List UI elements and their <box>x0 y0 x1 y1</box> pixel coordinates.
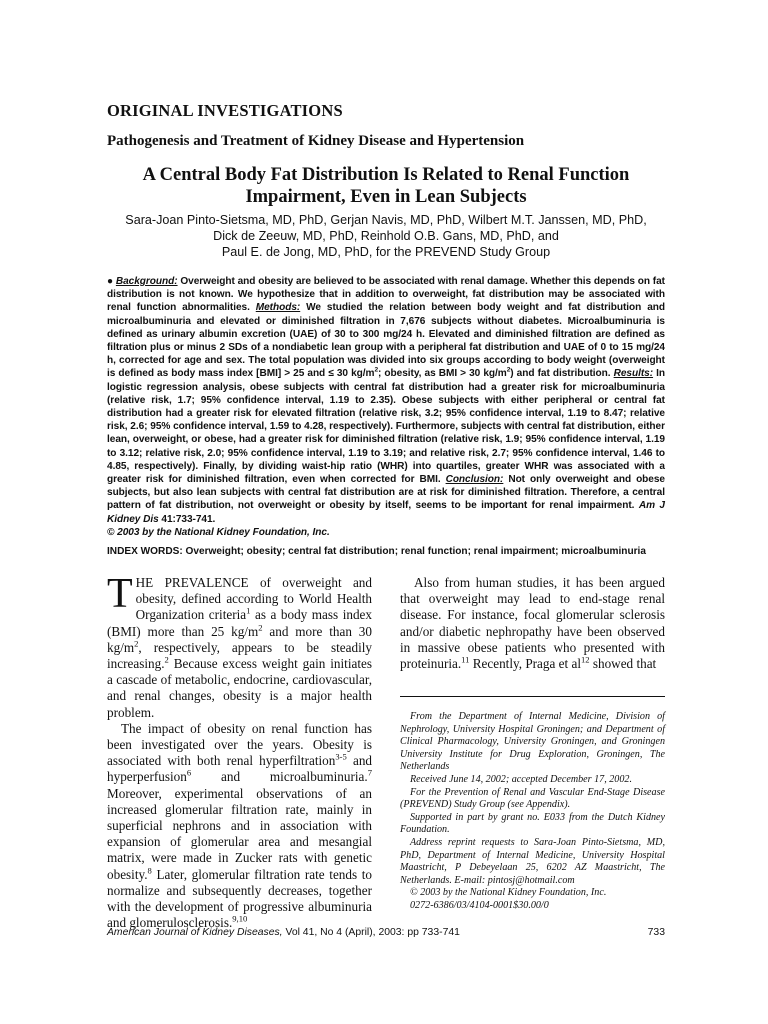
abstract-citation-ref: 41:733-741. <box>158 513 216 525</box>
reference-superscript: 8 <box>147 865 152 876</box>
body-text: showed that <box>589 656 657 672</box>
author-line: Sara-Joan Pinto-Sietsma, MD, PhD, Gerjan Navis, MD, PhD, Wilbert M.T. Janssen, MD, PhD, <box>125 213 647 227</box>
reference-superscript: 3-5 <box>335 751 347 762</box>
abstract-conclusion-label: Conclusion: <box>445 474 504 486</box>
article-title: A Central Body Fat Distribution Is Related to Renal Function Impairment, Even in Lean Subjects <box>142 165 630 207</box>
body-text: The impact of obesity on renal function has been investigated over the years. Obesity is associated with both renal hyperfiltration <box>107 720 372 769</box>
reference-superscript: 9,10 <box>232 913 248 924</box>
reference-superscript: 7 <box>367 768 372 779</box>
abstract-copyright: © 2003 by the National Kidney Foundation, Inc. <box>107 526 330 538</box>
section-heading: ORIGINAL INVESTIGATIONS <box>107 101 343 120</box>
abstract-citation-journal: Am J Kidney Dis <box>107 500 665 525</box>
footnote-reprint-address: Address reprint requests to Sara-Joan Pinto-Sietsma, MD, PhD, Department of Internal Medicine, University Hospital Maastricht, P Debeyelaan 25, 6202 AZ Maastricht, The Netherlands. E-mail: pintosj@hotmail.com <box>400 836 665 886</box>
body-text: Also from human studies, it has been argued that overweight may lead to end-stage renal disease. For instance, focal glomerular sclerosis and/or diabetic nephropathy have been observed in massive obese patients who presented with proteinuria. <box>400 575 665 672</box>
body-text: Later, glomerular filtration rate tends to normalize and subsequently decreases, together with the development of progressive albuminuria and glomerulosclerosis. <box>107 866 372 931</box>
superscript: 2 <box>258 622 263 633</box>
footnotes <box>400 696 665 913</box>
abstract-methods-label: Methods: <box>255 302 301 314</box>
abstract-methods-text: We studied the relation between body weight and fat distribution and microalbuminuria and elevated or diminished filtration in 7,676 subjects without diabetes. Microalbuminuria is defined as urinary albumin excretion (UAE) of 30 to 300 mg/24 h. Elevated and diminished filtration are defined as filtration plus or minus 2 SDs of a nondiabetic lean group with a peripheral fat distribution and UAE of 0 to 15 mg/24 h, corrected for age and sex. The total population was divided into six groups according to body weight (overweight is defined as body mass index [BMI] > 25 and ≤ 30 kg/m <box>107 302 665 380</box>
abstract-methods-text: ; obesity, as BMI > 30 kg/m <box>378 368 507 380</box>
page-footer <box>107 927 665 938</box>
body-text: Moreover, experimental observations of an increased glomerular filtration rate, mainly in superficial nephrons and in association with expansion of glomerular area and mesangial matrix, were made in Zucker rats with genetic obesity. <box>107 785 372 882</box>
footnote-code: 0272-6386/03/4104-0001$30.00/0 <box>410 899 549 911</box>
body-text: and more than 30 kg/m <box>107 623 372 655</box>
footer-issue: Vol 41, No 4 (April), 2003: pp 733-741 <box>282 927 460 938</box>
body-text: Recently, Praga et al <box>469 656 581 672</box>
abstract <box>107 275 665 539</box>
reference-superscript: 6 <box>186 768 192 779</box>
abstract-results-label: Results: <box>613 368 654 380</box>
abstract-methods-text: ) and fat distribution. <box>510 368 614 380</box>
reference-superscript: 1 <box>246 606 251 617</box>
body-text: Because excess weight gain initiates a cascade of metabolic, endocrine, cardiovascular, and renal changes, obesity is a major health problem. <box>107 656 372 720</box>
reference-superscript: 12 <box>580 654 590 665</box>
abstract-bullet: ● <box>107 276 114 287</box>
body-paragraph <box>400 575 665 672</box>
abstract-conclusion-text: Not only overweight and obese subjects, but also lean subjects with central fat distribution are at risk for diminished filtration. Therefore, a central pattern of fat distribution, not overweight or obesity by itself, seems to be important for renal impairment. <box>107 474 665 512</box>
index-words: INDEX WORDS: Overweight; obesity; central fat distribution; renal function; renal impairment; microalbuminuria <box>107 546 646 557</box>
reference-superscript: 11 <box>461 654 470 665</box>
body-column-left <box>107 571 373 931</box>
footer-journal: American Journal of Kidney Diseases, <box>107 927 283 938</box>
page-number: 733 <box>647 927 665 938</box>
footnote-support: Supported in part by grant no. E033 from the Dutch Kidney Foundation. <box>400 811 665 836</box>
footnote-copyright: © 2003 by the National Kidney Foundation, Inc. <box>410 887 607 899</box>
author-list <box>107 212 665 260</box>
footnote-affiliation: From the Department of Internal Medicine, Division of Nephrology, University Hospital Groningen; and Department of Clinical Pharmacology, University Groningen, and Groningen University Institute for Drug Exploration, Groningen, The Netherlands <box>400 711 665 773</box>
abstract-results-text: In logistic regression analysis, obese subjects with central fat distribution had a greater risk for microalbuminuria (relative risk, 1.7; 95% confidence interval, 1.19 to 2.35). Obese subjects with either peripheral or central fat distribution had a greater risk for elevated filtration (relative risk, 3.2; 95% confidence interval, 1.19 to 8.47; relative risk, 2.6; 95% confidence interval, 1.59 to 4.28, respectively). Furthermore, subjects with central fat distribution, either lean, overweight, or obese, had a greater risk for diminished filtration (relative risk, 1.9; 95% confidence interval, 1.19 to 3.12; relative risk, 2.0; 95% confidence interval, 1.19 to 3.19; and relative risk, 2.7; 95% confidence interval, 1.46 to 4.85, respectively). Finally, by dividing waist-hip ratio (WHR) into quartiles, greater WHR was associated with a greater risk for diminished filtration, even when corrected for BMI. <box>107 368 666 486</box>
abstract-background-label: Background: <box>115 276 178 287</box>
reference-superscript: 2 <box>164 654 169 665</box>
superscript: 2 <box>134 638 139 649</box>
superscript: 2 <box>374 367 379 375</box>
subsection-heading: Pathogenesis and Treatment of Kidney Disease and Hypertension <box>107 133 525 149</box>
footnote-study-group: For the Prevention of Renal and Vascular End-Stage Disease (PREVEND) Study Group (see Appendix). <box>400 786 665 811</box>
body-text: , respectively, appears to be steadily increasing. <box>107 639 372 672</box>
body-paragraph <box>107 721 372 932</box>
body-text: as a body mass index (BMI) more than 25 kg/m <box>107 607 372 639</box>
author-line: Paul E. de Jong, MD, PhD, for the PREVEND Study Group <box>221 245 551 259</box>
author-line: Dick de Zeeuw, MD, PhD, Reinhold O.B. Gans, MD, PhD, and <box>213 229 559 243</box>
footnote-received: Received June 14, 2002; accepted December 17, 2002. <box>410 773 632 785</box>
superscript: 2 <box>506 367 511 375</box>
body-text: and hyperperfusion <box>107 753 373 785</box>
body-text: and microalbuminuria. <box>191 769 368 785</box>
drop-cap: T <box>107 571 133 617</box>
body-paragraph <box>107 571 372 721</box>
body-text: HE PREVALENCE of overweight and obesity, defined according to World Health Organization criteria <box>135 575 372 623</box>
abstract-background-text: Overweight and obesity are believed to be associated with renal damage. Whether this depends on fat distribution is not known. We hypothesize that in addition to overweight, fat distribution may be associated with renal function abnormalities. <box>107 276 665 314</box>
body-column-right <box>400 575 665 672</box>
